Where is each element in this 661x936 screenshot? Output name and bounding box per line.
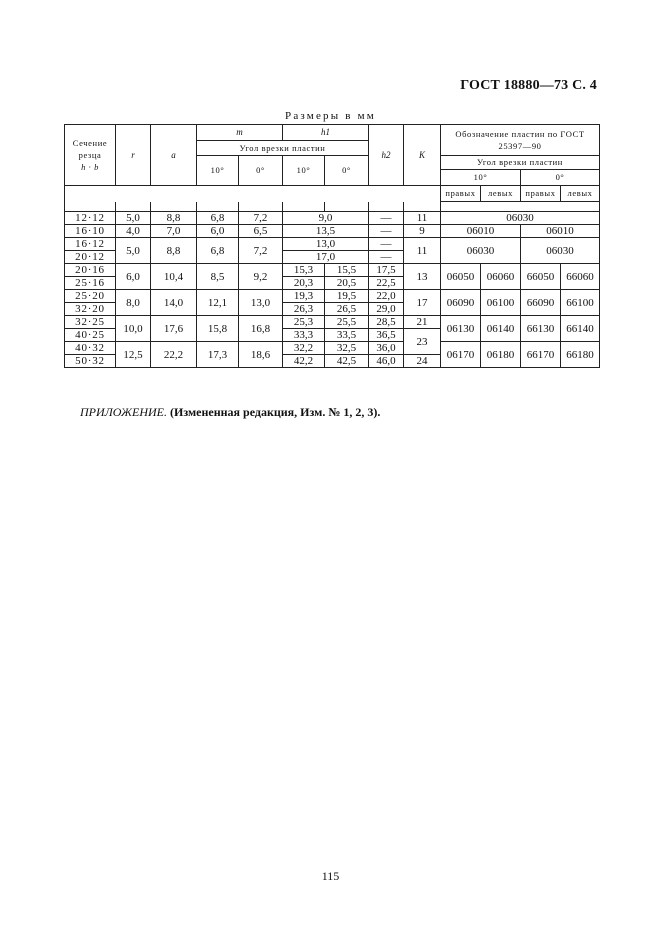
left-0-header: левых	[561, 186, 600, 202]
table-row: 40·25 33,3 33,5 36,5 23	[65, 329, 600, 342]
appendix-note	[80, 405, 380, 420]
table-row: 40·32 12,5 22,2 17,3 18,6 32,2 32,5 36,0 06170 06180 66170 66180	[65, 342, 600, 355]
right-0-header: правых	[521, 186, 561, 202]
h2-header: h2	[369, 125, 404, 186]
designation-0-header: 0°	[521, 170, 600, 186]
table-row: 12·12 5,0 8,8 6,8 7,2 9,0 — 11 06030	[65, 212, 600, 225]
sizes-caption: Размеры в мм	[285, 110, 376, 122]
m-header: m	[197, 125, 283, 141]
k-header: K	[404, 125, 441, 186]
m-0-header: 0°	[239, 156, 283, 186]
table-row: 16·10 4,0 7,0 6,0 6,5 13,5 — 9 06010 06010	[65, 225, 600, 238]
a-header: a	[151, 125, 197, 186]
table-row: 50·32 42,2 42,5 46,0 24	[65, 355, 600, 368]
table-row: 32·20 26,3 26,5 29,0	[65, 303, 600, 316]
h1-10-header: 10°	[283, 156, 325, 186]
designation-header: Обозначение пластин по ГОСТ 25397—90	[441, 125, 600, 156]
table-row: 20·12 17,0 —	[65, 251, 600, 264]
table-row: 25·20 8,0 14,0 12,1 13,0 19,3 19,5 22,0 17 06090 06100 66090 66100	[65, 290, 600, 303]
table-row: 32·25 10,0 17,6 15,8 16,8 25,3 25,5 28,5 21 06130 06140 66130 66140	[65, 316, 600, 329]
dimensions-table	[64, 124, 600, 368]
m-10-header: 10°	[197, 156, 239, 186]
section-header: Сечение резца h · b	[65, 125, 116, 186]
h1-header: h1	[283, 125, 369, 141]
table-row: 16·12 5,0 8,8 6,8 7,2 13,0 — 11 06030 06030	[65, 238, 600, 251]
right-10-header: правых	[441, 186, 481, 202]
left-10-header: левых	[481, 186, 521, 202]
revision-text: (Измененная редакция, Изм. № 1, 2, 3).	[169, 405, 381, 419]
h1-0-header: 0°	[325, 156, 369, 186]
r-header: r	[116, 125, 151, 186]
page-header: ГОСТ 18880—73 С. 4	[460, 78, 597, 93]
appendix-label: ПРИЛОЖЕНИЕ.	[80, 405, 167, 419]
designation-10-header: 10°	[441, 170, 521, 186]
angle-header-m-h1: Угол врезки пластин	[197, 141, 369, 156]
page-number: 115	[321, 869, 340, 883]
table-row: 20·16 6,0 10,4 8,5 9,2 15,3 15,5 17,5 13 06050 06060 66050 66060	[65, 264, 600, 277]
table-row: 25·16 20,3 20,5 22,5	[65, 277, 600, 290]
angle-header-designation: Угол врезки пластин	[441, 156, 600, 170]
